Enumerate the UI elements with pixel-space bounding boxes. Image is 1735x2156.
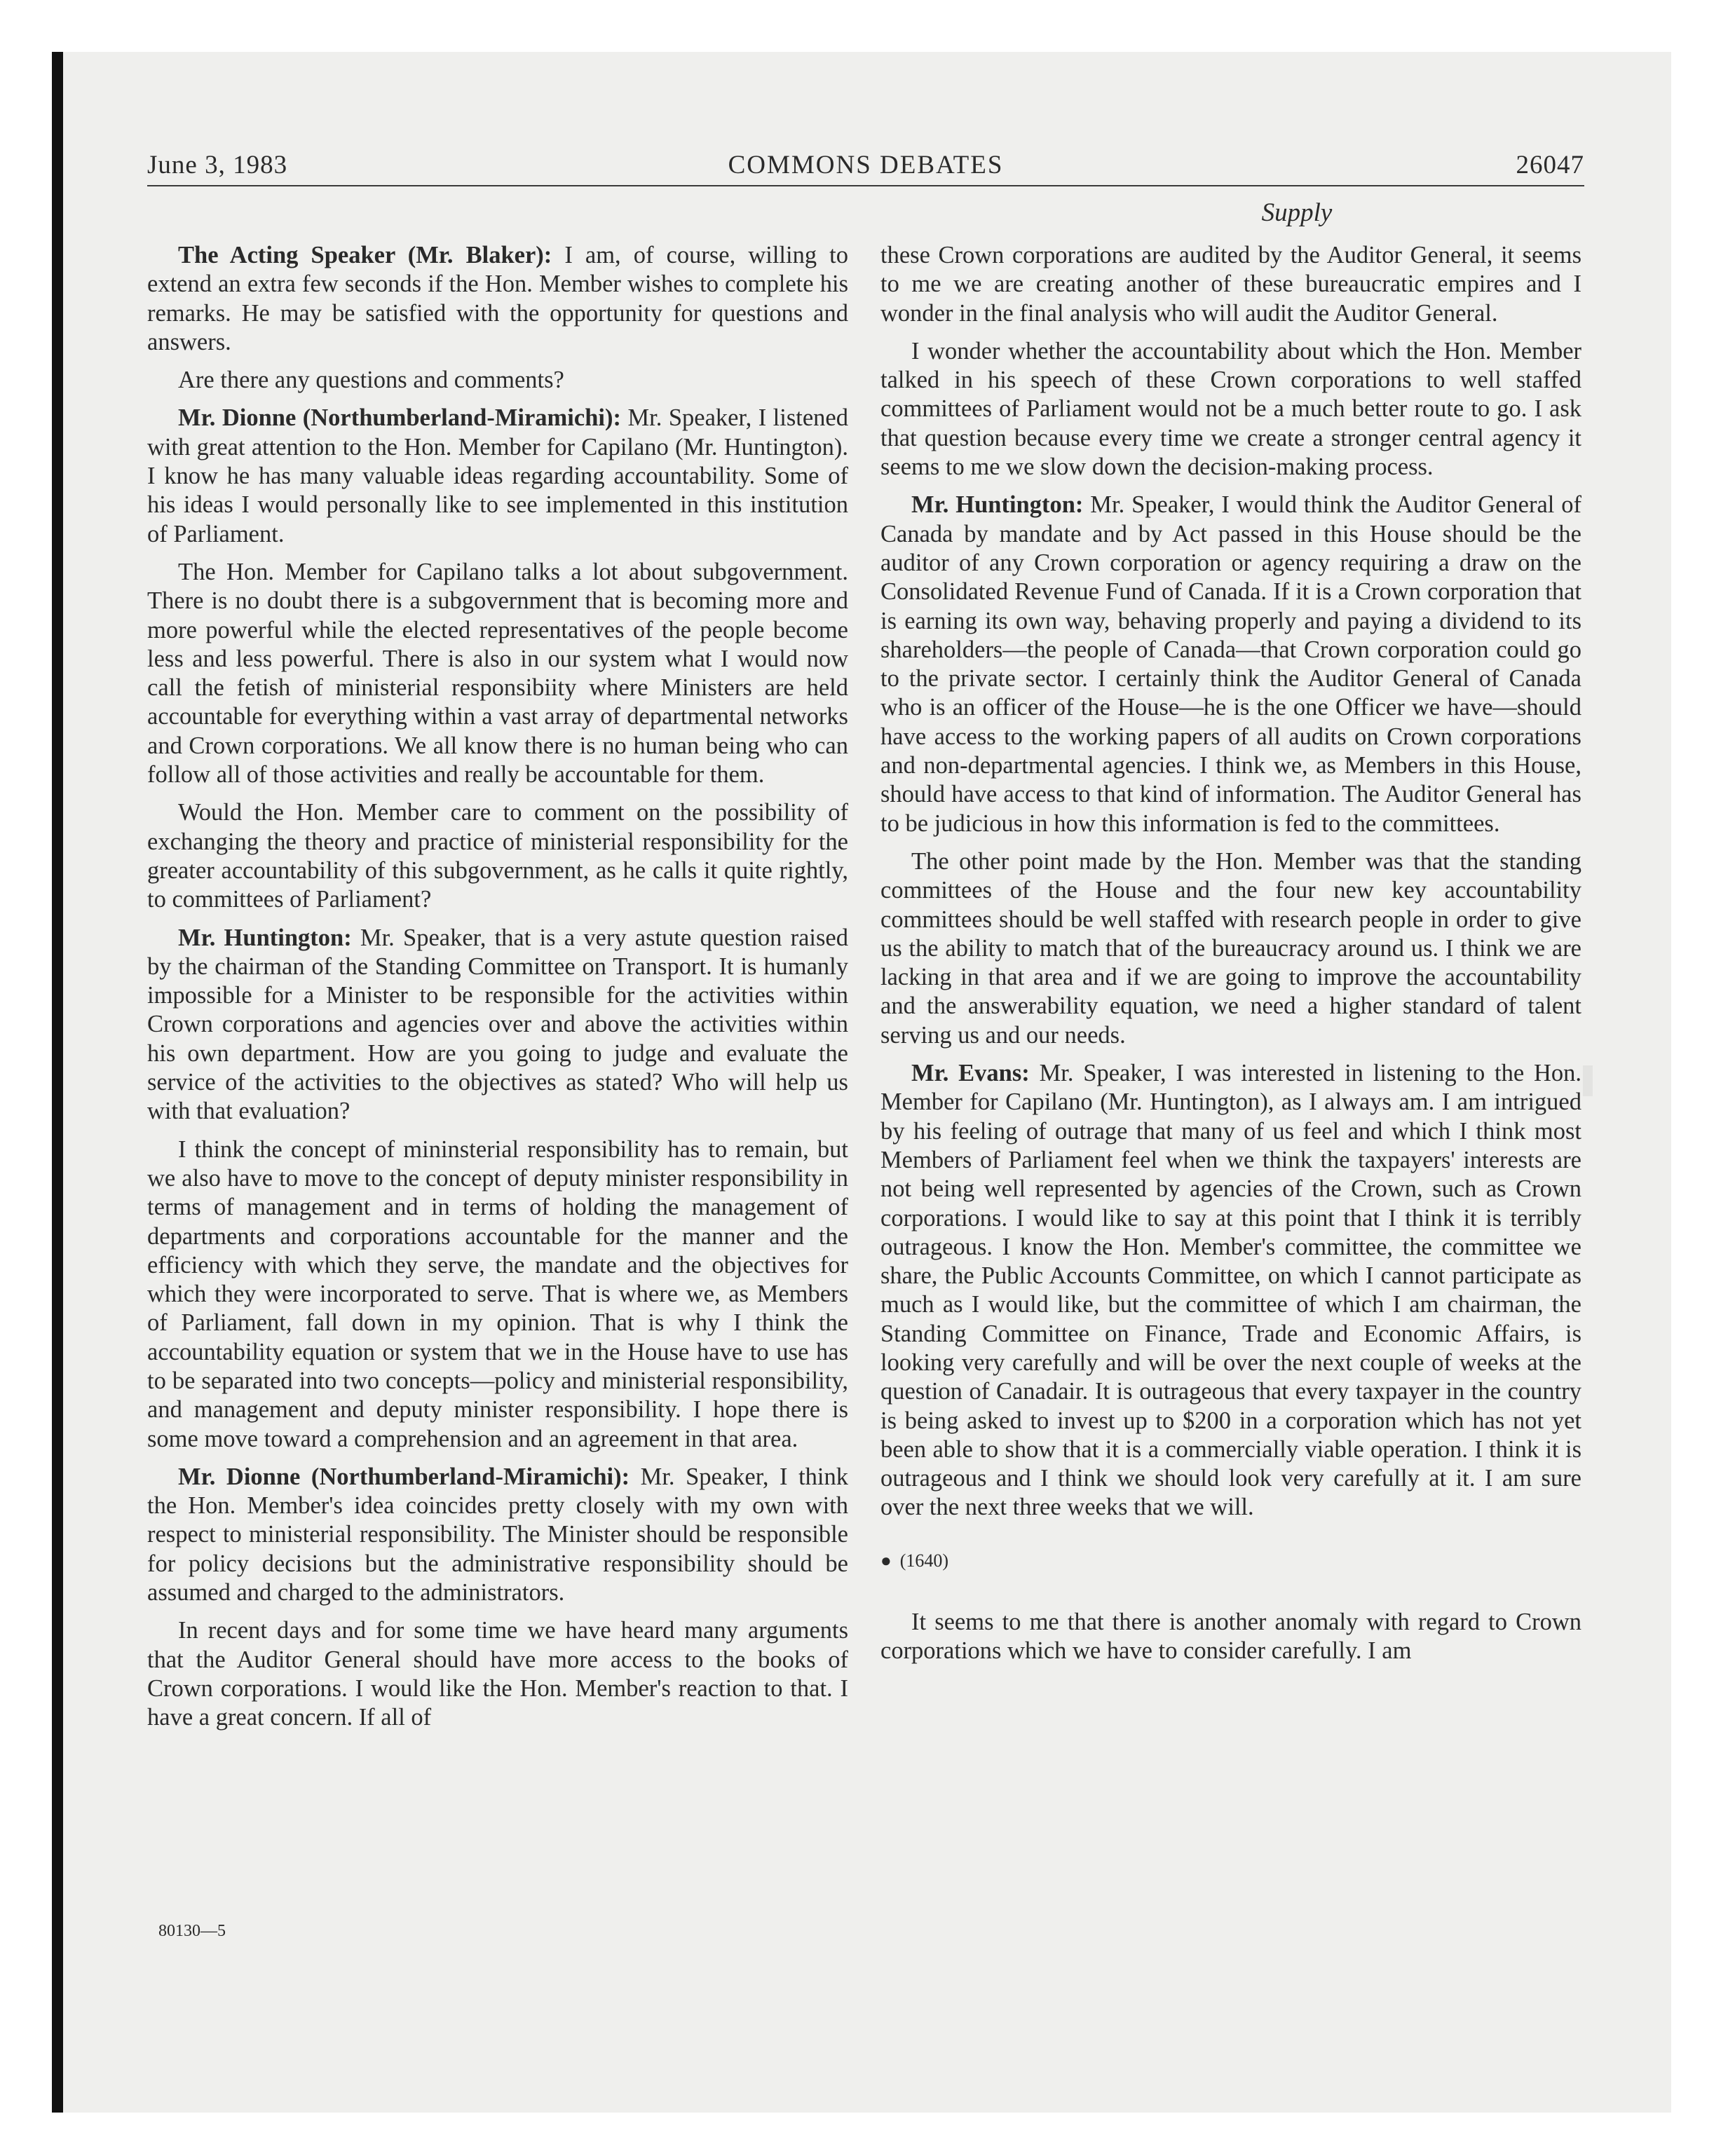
paragraph-text: these Crown corporations are audited by the Auditor General, it seems to me we are creating another of these bureaucratic empires and I wonder in the final analysis who will audit the Auditor General. bbox=[880, 242, 1581, 327]
paragraph-text: It seems to me that there is another anomaly with regard to Crown corporations which we have to consider carefully. I am bbox=[880, 1608, 1581, 1665]
paragraph-text: Would the Hon. Member care to comment on the possibility of exchanging the theory and practice of ministerial responsibility for the greater accountability of this subgovernment, as he calls it quite rightly, to committees of Parliament? bbox=[147, 799, 848, 913]
page-number: 26047 bbox=[1516, 151, 1584, 179]
right-column bbox=[880, 241, 1581, 1674]
printer-code: 80130—5 bbox=[158, 1922, 226, 1940]
section-title: Supply bbox=[1261, 198, 1333, 227]
time-marker-text: (1640) bbox=[899, 1550, 949, 1571]
paragraph bbox=[147, 1463, 848, 1607]
paragraph bbox=[147, 1135, 848, 1454]
paragraph-text: I think the concept of mininsterial responsibility has to remain, but we also have to move to the concept of deputy minister responsibility in terms of management and in terms of holding the management of departments and corporations accountable for the manner and the efficiency with which they serve, the mandate and the objectives for which they were incorporated to serve. That is where we, as Members of Parliament, fall down in my opinion. That is why I think the accountability equation or system that we in the House have to use has to be separated into two concepts—policy and ministerial responsibility, and management and deputy minister responsibility. I hope there is some move toward a comprehension and an agreement in that area. bbox=[147, 1135, 848, 1452]
paragraph bbox=[147, 798, 848, 914]
speaker-name: Mr. Huntington: bbox=[911, 491, 1084, 519]
bullet-icon: ● bbox=[880, 1550, 892, 1571]
left-column bbox=[147, 241, 848, 1742]
publication-title: COMMONS DEBATES bbox=[728, 151, 1004, 179]
speaker-name: Mr. Evans: bbox=[911, 1060, 1030, 1087]
paragraph bbox=[147, 241, 848, 357]
running-header bbox=[147, 150, 1584, 185]
paragraph-text: Mr. Speaker, I listened with great attention to the Hon. Member for Capilano (Mr. Huntington). I know he has many valuable ideas regarding accountability. Some of his ideas I would personally like to see implemented in this institution of Parliament. bbox=[147, 404, 848, 547]
speaker-name: The Acting Speaker (Mr. Blaker): bbox=[178, 242, 552, 268]
paragraph-text: Mr. Speaker, that is a very astute question raised by the chairman of the Standing Committee on Transport. It is humanly impossible for a Minister to be responsible for the activities within Crown corporations and agencies over and above the activities within his own department. How are you going to judge and evaluate the service of the activities to the objectives as stated? Who will help us with that evaluation? bbox=[147, 924, 848, 1125]
paragraph bbox=[880, 337, 1581, 482]
paragraph-text: I am, of course, willing to extend an extra few seconds if the Hon. Member wishes to complete his remarks. He may be satisfied with the opportunity for questions and answers. bbox=[147, 242, 849, 355]
paragraph bbox=[147, 558, 848, 789]
speaker-name: Mr. Huntington: bbox=[178, 924, 352, 951]
paragraph-text: The Hon. Member for Capilano talks a lot about subgovernment. There is no doubt there is a subgovernment that is becoming more and more powerful while the elected representatives of the people become less and less powerful. There is also in our system what I would now call the fetish of ministerial responsibiity where Ministers are held accountable for everything within a vast array of departmental networks and Crown corporations. We all know there is no human being who can follow all of those activities and really be accountable for them. bbox=[147, 558, 848, 789]
paragraph bbox=[880, 491, 1581, 838]
binding-edge bbox=[52, 52, 63, 2113]
speaker-name: Mr. Dionne (Northumberland-Miramichi): bbox=[178, 1463, 630, 1490]
paragraph-text: Mr. Speaker, I would think the Auditor General of Canada by mandate and by Act passed in this House should be the auditor of any Crown corporation or agency requiring a draw on the Consolidated Revenue Fund of Canada. If it is a Crown corporation that is earning its own way, behaving properly and paying a dividend to its shareholders—the people of Canada—that Crown corporation could go to the private sector. I certainly think the Auditor General of Canada who is an officer of the House—he is the one Officer we have—should have access to the working papers of all audits on Crown corporations and non-departmental agencies. I think we, as Members in this House, should have access to that kind of information. The Auditor General has to be judicious in how this information is fed to the committees. bbox=[880, 491, 1581, 837]
paragraph bbox=[147, 366, 848, 395]
header-date: June 3, 1983 bbox=[147, 151, 288, 179]
paragraph-text: Mr. Speaker, I think the Hon. Member's idea coincides pretty closely with my own with respect to ministerial responsibility. The Minister should be responsible for policy decisions but the administrative responsibility should be assumed and charged to the administrators. bbox=[147, 1463, 848, 1606]
paragraph bbox=[147, 1616, 848, 1732]
paragraph bbox=[880, 241, 1581, 328]
paragraph-text: Mr. Speaker, I was interested in listening to the Hon. Member for Capilano (Mr. Huntington), as I always am. I am intrigued by his feeling of outrage that many of us feel and which I think most Members of Parliament feel when we think the taxpayers' interests are not being well represented by agencies of the Crown, such as Crown corporations. I would like to say at this point that I think it is terribly outrageous. I know the Hon. Member's committee, the committee we share, the Public Accounts Committee, on which I cannot participate as much as I would like, but the committee of which I am chairman, the Standing Committee on Finance, Trade and Economic Affairs, is looking very carefully and will be over the next couple of weeks at the question of Canadair. It is outrageous that every taxpayer in the country is being asked to invest up to $200 in a corporation which has not yet been able to show that it is a commercially viable operation. I think it is outrageous and I think we should look very carefully at it. I am sure over the next three weeks that we will. bbox=[880, 1060, 1582, 1521]
paragraph bbox=[880, 847, 1581, 1050]
time-marker bbox=[880, 1550, 1581, 1571]
paragraph bbox=[147, 404, 848, 548]
paragraph-text: Are there any questions and comments? bbox=[178, 367, 564, 394]
scan-artifact bbox=[1583, 1065, 1593, 1096]
paragraph-text: In recent days and for some time we have heard many arguments that the Auditor General should have more access to the books of Crown corporations. I would like the Hon. Member's reaction to that. I have a great concern. If all of bbox=[147, 1617, 848, 1731]
paragraph bbox=[880, 1608, 1581, 1666]
paragraph bbox=[147, 924, 848, 1126]
header-rule bbox=[147, 185, 1584, 186]
speaker-name: Mr. Dionne (Northumberland-Miramichi): bbox=[178, 404, 621, 432]
paragraph-text: I wonder whether the accountability about which the Hon. Member talked in his speech of these Crown corporations to well staffed committees of Parliament would not be a much better route to go. I ask that question because every time we create a stronger central agency it seems to me we slow down the decision-making process. bbox=[880, 337, 1581, 481]
paragraph bbox=[880, 1059, 1581, 1522]
paragraph-text: The other point made by the Hon. Member was that the standing committees of the House and the four new key accountability committees should be well staffed with research people in order to give us the ability to match that of the bureaucracy around us. I think we are lacking in that area and if we are going to improve the accountability and the answerability equation, we need a higher standard of talent serving us and our needs. bbox=[880, 847, 1581, 1049]
